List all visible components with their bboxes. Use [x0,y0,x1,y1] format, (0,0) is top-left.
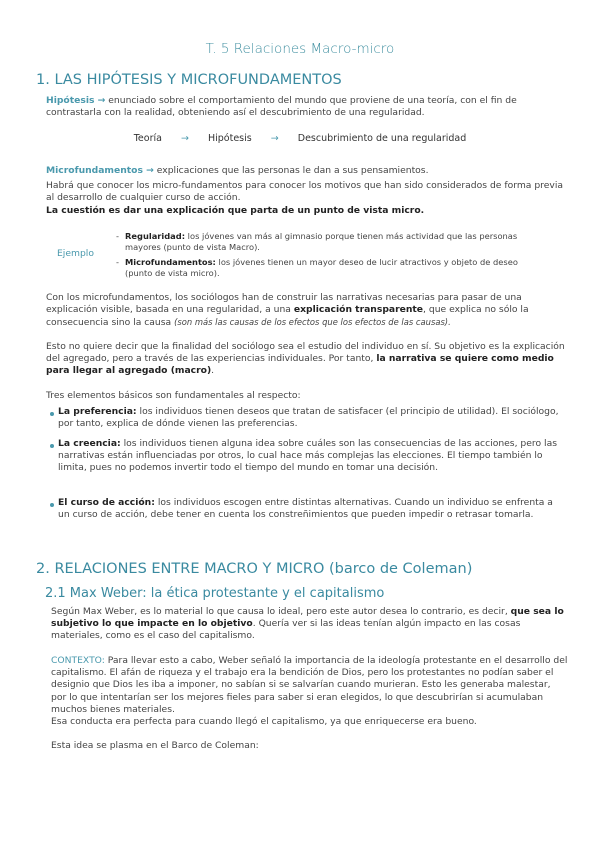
explicacion-transparente: explicación transparente [293,304,424,316]
text-run: , que explica no sólo la consecuencia sino la causa [46,304,529,329]
tres-elementos-intro: Tres elementos básicos son fundamentales al respecto: [46,390,301,401]
subjetivo-statement: que sea lo subjetivo lo que impacte en lo objetivo [51,606,564,630]
subsection-2-1-heading: 2.1 Max Weber: la ética protestante y el capitalismo [45,586,385,601]
schema-descubrimiento: Descubrimiento de una regularidad [297,133,467,144]
hipotesis-text: enunciado sobre el comportamiento del mundo que proviene de una teoría, con el fin de contrastarla con la realidad, obteniendo así el descubrimiento de una regularidad. [46,95,517,119]
text-run: Con los microfundamentos, los sociólogos han de construir las narrativas necesarias para pasar de una explicación visible, basada en una regularidad, a una [46,292,522,316]
hypothesis-schema [0,133,600,144]
schema-hipotesis: Hipótesis [207,133,252,144]
example-text: los jóvenes van más al gimnasio porque tienen más actividad que las personas mayores (punto de vista Macro). [125,231,518,252]
example-term: Regularidad: [125,231,186,241]
hipotesis-definition [46,95,568,119]
example-item-regularidad [116,231,525,252]
text-run: Esto no quiere decir que la finalidad del sociólogo sea el estudio del individuo en sí. Su objetivo es la explicación del agregado, pero a través de las experiencias individuales. Por tanto, [46,341,565,365]
ejemplo-label: Ejemplo [57,248,94,259]
contexto-paragraph [51,655,568,728]
arrow-icon: → [180,133,189,144]
bullet-text: los individuos escogen entre distintas alternativas. Cuando un individuo se enfrenta a un curso de acción, debe tener en cuenta los constreñimientos que pueden impedir o retrasar tomarla. [58,497,553,521]
cuestion-statement: La cuestión es dar una explicación que parta de un punto de vista micro. [46,205,425,216]
finalidad-paragraph [46,341,568,378]
example-text: los jóvenes tienen un mayor deseo de lucir atractivos y objeto de deseo (punto de vista micro). [125,257,518,278]
section-1-heading: 1. LAS HIPÓTESIS Y MICROFUNDAMENTOS [36,72,342,88]
bullet-icon [50,444,54,448]
contexto-text-2: Esa conducta era perfecta para cuando llegó el capitalismo, ya que enriquecerse era bueno. [51,716,477,728]
bullet-term: El curso de acción: [58,497,155,508]
italic-note: (son más las causas de los efectos que los efectos de las causas). [174,317,451,328]
section-2-heading: 2. RELACIONES ENTRE MACRO Y MICRO (barco de Coleman) [36,561,473,577]
bullet-term: La creencia: [58,438,121,449]
bullet-icon [50,503,54,507]
bullet-text: los individuos tienen deseos que tratan de satisfacer (el principio de utilidad). El sociólogo, por tanto, explica de dónde vienen las preferencias. [58,406,559,430]
microfundamentos-text: explicaciones que las personas le dan a sus pensamientos. [153,165,429,176]
bullet-term: La preferencia: [58,406,137,417]
hipotesis-term: Hipótesis → [46,95,106,106]
bullet-icon [50,412,54,416]
document-title: T. 5 Relaciones Macro-micro [205,41,395,57]
bullet-creencia [58,438,562,475]
bullet-preferencia [58,406,562,430]
contexto-text: Para llevar esto a cabo, Weber señaló la importancia de la ideología protestante en el desarrollo del capitalismo. El afán de riqueza y el trabajo era la bendición de Dios, pero los protestantes no podían saber el designio que Dios les iba a imponer, no sabían si se salvarían cuando murieran. Esto les generaba malestar, por lo que intentarían ser los mejores fieles para saber si eran elegidos, lo que descubrirían si acumulaban muchos bienes materiales. [51,655,568,715]
example-term: Microfundamentos: [125,257,216,267]
microfundamentos-paragraph [46,292,568,330]
example-item-microfundamentos [116,257,525,278]
microfundamentos-term: Microfundamentos → [46,165,154,176]
bullet-text: los individuos tienen alguna idea sobre cuáles son las consecuencias de las acciones, pero las narrativas están influenciadas por otros, lo cual hace más complejas las elecciones. El tiempo también lo limita, pues no podemos invertir todo el tiempo del mundo en tomar una decisión. [58,438,558,474]
barco-intro: Esta idea se plasma en el Barco de Coleman: [51,740,259,751]
weber-paragraph [51,606,568,643]
text-run: Según Max Weber, es lo material lo que causa lo ideal, pero este autor desea lo contrario, es decir, [51,606,511,617]
text-run: . Quería ver si las ideas tenían algún impacto en las cosas materiales, como es el caso del capitalismo. [51,618,521,642]
narrativa-statement: la narrativa se quiere como medio para llegar al agregado (macro) [46,353,554,377]
microfundamentos-definition [46,165,568,177]
schema-teoria: Teoría [133,133,162,144]
text-run: . [211,365,215,377]
contexto-term: CONTEXTO: [51,655,105,666]
bullet-curso-accion [58,497,562,521]
arrow-icon: → [270,133,279,144]
habra-paragraph: Habrá que conocer los micro-fundamentos para conocer los motivos que han sido considerados de forma previa al desarrollo de cualquier curso de acción. [46,180,564,204]
